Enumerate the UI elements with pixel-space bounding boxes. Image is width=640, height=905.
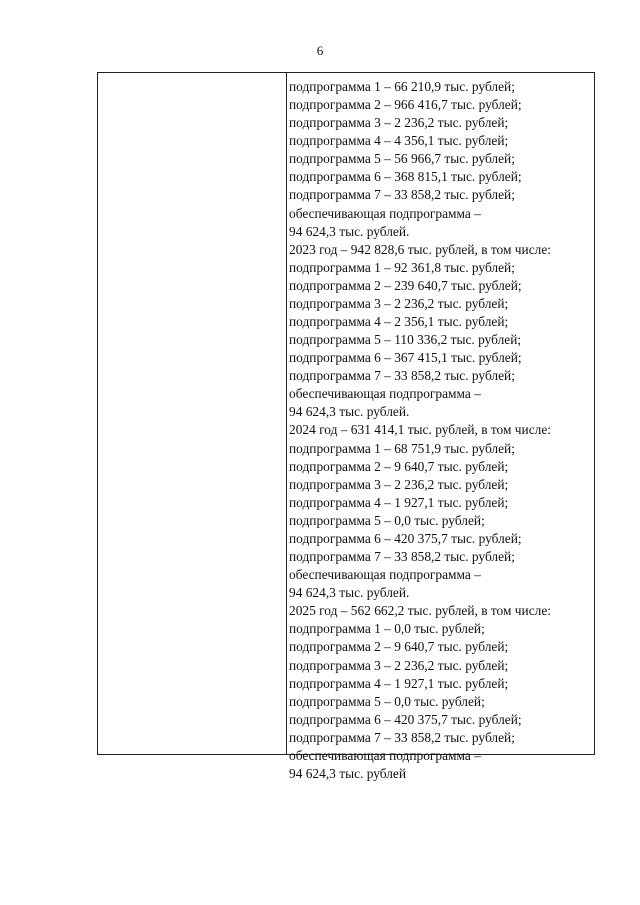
text-line: подпрограмма 2 – 9 640,7 тыс. рублей; — [289, 458, 509, 474]
text-line: 94 624,3 тыс. рублей. — [289, 223, 410, 239]
text-line: 94 624,3 тыс. рублей — [289, 765, 407, 781]
text-line: подпрограмма 5 – 56 966,7 тыс. рублей; — [289, 151, 515, 167]
text-line: подпрограмма 5 – 110 336,2 тыс. рублей; — [289, 332, 522, 348]
year-total-line: 2024 год – 631 414,1 тыс. рублей, в том числе: — [289, 422, 551, 438]
text-line: обеспечивающая подпрограмма – — [289, 567, 481, 583]
year-total-line: 2025 год – 562 662,2 тыс. рублей, в том числе: — [289, 603, 551, 619]
text-line: обеспечивающая подпрограмма – — [289, 747, 481, 763]
text-line: подпрограмма 6 – 367 415,1 тыс. рублей; — [289, 350, 522, 366]
text-line: подпрограмма 3 – 2 236,2 тыс. рублей; — [289, 115, 509, 131]
text-line: подпрограмма 4 – 2 356,1 тыс. рублей; — [289, 314, 509, 330]
text-line: подпрограмма 7 – 33 858,2 тыс. рублей; — [289, 729, 515, 745]
text-line: подпрограмма 6 – 420 375,7 тыс. рублей; — [289, 711, 522, 727]
table-left-cell — [98, 73, 287, 754]
table-right-cell — [287, 73, 594, 781]
text-line: подпрограмма 2 – 239 640,7 тыс. рублей; — [289, 277, 522, 293]
text-line: подпрограмма 2 – 9 640,7 тыс. рублей; — [289, 639, 509, 655]
text-line: подпрограмма 1 – 92 361,8 тыс. рублей; — [289, 259, 515, 275]
funding-table — [97, 72, 595, 781]
text-line: подпрограмма 3 – 2 236,2 тыс. рублей; — [289, 295, 509, 311]
text-line: подпрограмма 3 – 2 236,2 тыс. рублей; — [289, 657, 509, 673]
text-line: 94 624,3 тыс. рублей. — [289, 585, 410, 601]
page-number: 6 — [316, 43, 324, 58]
text-line: 94 624,3 тыс. рублей. — [289, 404, 410, 420]
text-line: подпрограмма 7 – 33 858,2 тыс. рублей; — [289, 187, 515, 203]
year-total-line: 2023 год – 942 828,6 тыс. рублей, в том числе: — [289, 241, 551, 257]
text-line: подпрограмма 1 – 68 751,9 тыс. рублей; — [289, 440, 515, 456]
text-line: подпрограмма 5 – 0,0 тыс. рублей; — [289, 512, 485, 528]
text-line: подпрограмма 3 – 2 236,2 тыс. рублей; — [289, 476, 509, 492]
text-line: подпрограмма 4 – 1 927,1 тыс. рублей; — [289, 494, 509, 510]
text-line: подпрограмма 5 – 0,0 тыс. рублей; — [289, 693, 485, 709]
text-line: подпрограмма 7 – 33 858,2 тыс. рублей; — [289, 368, 515, 384]
text-line: подпрограмма 6 – 420 375,7 тыс. рублей; — [289, 530, 522, 546]
text-line: обеспечивающая подпрограмма – — [289, 386, 481, 402]
text-line: обеспечивающая подпрограмма – — [289, 205, 481, 221]
text-line: подпрограмма 7 – 33 858,2 тыс. рублей; — [289, 549, 515, 565]
text-line: подпрограмма 1 – 66 210,9 тыс. рублей; — [289, 79, 515, 94]
text-line: подпрограмма 4 – 1 927,1 тыс. рублей; — [289, 675, 509, 691]
text-line: подпрограмма 1 – 0,0 тыс. рублей; — [289, 621, 485, 637]
text-line: подпрограмма 2 – 966 416,7 тыс. рублей; — [289, 97, 522, 113]
text-line: подпрограмма 4 – 4 356,1 тыс. рублей; — [289, 133, 509, 149]
text-line: подпрограмма 6 – 368 815,1 тыс. рублей; — [289, 169, 522, 185]
